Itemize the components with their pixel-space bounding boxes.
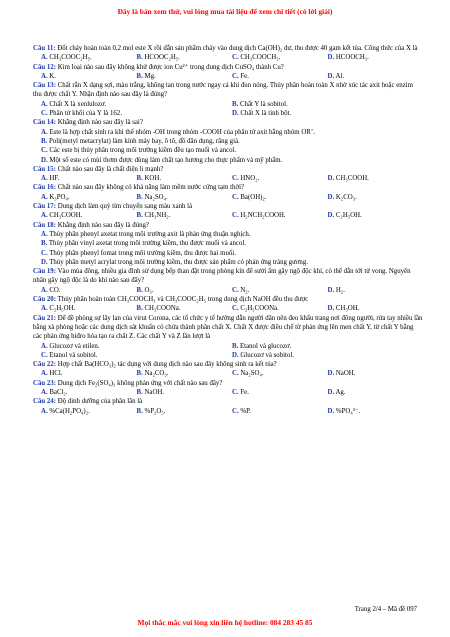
option-text: Al.: [334, 72, 345, 80]
answer-option: [41, 53, 137, 62]
answer-option: [232, 342, 423, 351]
answer-option: [328, 72, 424, 81]
question-text: Đốt cháy hoàn toàn 0,2 mol este X rồi dẫn sản phẩm cháy vào dung dịch Ca(OH)₂ dư, thu được 40 gam kết tủa. Công thức của X là: [55, 45, 418, 52]
option-text: Các este bị thủy phân trong môi trường kiềm đều tạo muối và ancol.: [47, 147, 237, 155]
answer-option: [232, 304, 328, 313]
option-text: BaCl₂.: [47, 388, 68, 396]
question-number: Câu 19:: [33, 268, 57, 276]
answer-option: [328, 193, 424, 202]
answer-option: [328, 407, 424, 416]
option-letter: B.: [232, 342, 239, 350]
option-letter: B.: [136, 305, 143, 313]
option-letter: D.: [327, 388, 335, 396]
question-number: Câu 11:: [33, 45, 56, 52]
answer-options: [33, 174, 423, 183]
option-letter: A.: [41, 370, 48, 378]
option-letter: C.: [232, 212, 239, 220]
answer-option: [328, 388, 424, 397]
option-letter: C.: [41, 147, 48, 155]
option-letter: B.: [136, 175, 143, 183]
answer-option: [232, 72, 328, 81]
answer-option: [328, 286, 424, 295]
answer-options: [33, 53, 423, 62]
option-text: CH₃COOCH₃.: [238, 54, 281, 62]
option-text: Một số este có mùi thơm được dùng làm chất tạo hương cho thực phẩm và mỹ phẩm.: [47, 156, 283, 164]
option-letter: D.: [327, 175, 335, 183]
answer-option: [232, 100, 423, 109]
question-text: Chất nào sau đây là chất điện li mạnh?: [56, 165, 164, 173]
option-text: Na₂SO₄.: [142, 193, 168, 201]
option-letter: B.: [136, 72, 143, 80]
option-text: %P₂O₅.: [142, 407, 166, 415]
option-letter: D.: [327, 72, 335, 80]
answer-option: [328, 304, 424, 313]
option-letter: C.: [232, 54, 239, 62]
answer-option: [232, 286, 328, 295]
answer-option: [41, 109, 232, 118]
option-letter: B.: [136, 286, 143, 294]
question: [33, 267, 423, 286]
answer-option: [232, 407, 328, 416]
option-text: H₂.: [334, 286, 345, 294]
answer-options: [33, 128, 423, 165]
option-letter: B.: [41, 240, 48, 248]
option-text: Poli(metyl metacrylat) làm kính máy bay, ô tô, đồ dân dụng, răng giả.: [47, 137, 240, 145]
answer-options: [33, 369, 423, 378]
answer-option: [41, 156, 423, 165]
answer-option: [328, 211, 424, 220]
answer-option: [137, 407, 233, 416]
answer-option: [41, 128, 423, 137]
answer-options: [33, 230, 423, 267]
answer-options: [33, 72, 423, 81]
option-text: Phân tử khối của Y là 162.: [47, 110, 122, 118]
option-letter: A.: [41, 128, 48, 136]
question-number: Câu 12:: [33, 63, 57, 71]
option-letter: A.: [41, 72, 48, 80]
option-text: HNO₂.: [238, 175, 260, 183]
option-letter: B.: [136, 54, 143, 62]
option-text: Chất Y là sobitol.: [238, 100, 288, 108]
question: [33, 379, 423, 388]
question: [33, 81, 423, 100]
answer-option: [41, 146, 423, 155]
question: [33, 295, 423, 304]
option-letter: D.: [232, 351, 239, 359]
answer-option: [41, 72, 137, 81]
answer-option: [232, 351, 423, 360]
answer-option: [41, 137, 423, 146]
answer-option: [41, 286, 137, 295]
option-letter: C.: [232, 388, 239, 396]
question: [33, 118, 423, 127]
option-text: HCl.: [47, 370, 63, 378]
option-text: CH₃NH₂.: [142, 212, 171, 220]
option-letter: A.: [41, 407, 48, 415]
answer-option: [41, 239, 423, 248]
option-text: KOH.: [142, 175, 162, 183]
question: [33, 183, 423, 192]
option-letter: B.: [136, 388, 143, 396]
option-text: C₂H₅OH.: [47, 305, 76, 313]
answer-options: [33, 388, 423, 397]
option-text: Chất X là tinh bột.: [238, 110, 292, 118]
option-text: C₂H₅COONa.: [238, 305, 279, 313]
question: [33, 397, 423, 406]
option-text: Etanol và sobitol.: [47, 351, 98, 359]
question-text: Khẳng định nào sau đây là đúng?: [56, 221, 149, 229]
option-text: Thủy phân vinyl axetat trong môi trường kiềm, thu được muối và ancol.: [47, 240, 246, 248]
option-text: Fe.: [238, 72, 249, 80]
answer-options: [33, 100, 423, 119]
option-text: O₃.: [142, 286, 154, 294]
answer-options: [33, 193, 423, 202]
option-letter: D.: [41, 156, 48, 164]
option-letter: C.: [232, 286, 239, 294]
option-text: CH₃COOC₂H₅.: [47, 54, 92, 62]
option-text: CH₃COONa.: [142, 305, 181, 313]
question-text: Khẳng định nào sau đây là sai?: [56, 119, 143, 127]
answer-option: [232, 53, 328, 62]
question-text: Dung dịch Fe₂(SO₄)₃ không phản ứng với chất nào sau đây?: [56, 379, 223, 387]
answer-option: [137, 286, 233, 295]
question-text: Hợp chất Ba(HCO₃)₂ tác dụng với dung dịch nào sau đây không sinh ra kết tủa?: [56, 361, 277, 369]
option-text: CH₃COOH.: [47, 212, 83, 220]
option-text: Thủy phân metyl acrylat trong môi trường kiềm, thu được sản phẩm có phản ứng tráng gương.: [47, 258, 308, 266]
option-letter: A.: [41, 175, 48, 183]
question: [33, 221, 423, 230]
question-text: Kim loại nào sau đây không khử được ion Cu²⁺ trong dung dịch CuSO₄ thành Cu?: [56, 63, 284, 71]
answer-option: [328, 53, 424, 62]
answer-options: [33, 304, 423, 313]
answer-options: [33, 211, 423, 220]
option-text: CH₃COOH.: [334, 175, 369, 183]
option-letter: A.: [41, 305, 48, 313]
answer-option: [137, 388, 233, 397]
answer-option: [41, 100, 232, 109]
answer-option: [232, 174, 328, 183]
answer-option: [137, 174, 233, 183]
option-text: Etanol và glucozơ.: [238, 342, 292, 350]
answer-option: [41, 407, 137, 416]
answer-option: [137, 53, 233, 62]
option-text: K.: [47, 72, 57, 80]
option-letter: A.: [41, 388, 48, 396]
option-letter: D.: [327, 370, 335, 378]
option-text: Mg.: [142, 72, 156, 80]
option-letter: C.: [232, 407, 239, 415]
answer-option: [232, 369, 328, 378]
option-text: C₂H₅OH.: [334, 212, 362, 220]
answer-option: [137, 369, 233, 378]
question: [33, 165, 423, 174]
question: [33, 44, 423, 53]
option-text: H₂NCH₂COOH.: [238, 212, 286, 220]
question-text: Độ dinh dưỡng của phân lân là: [56, 398, 143, 406]
option-text: HCOOCH₃.: [334, 54, 369, 62]
option-letter: B.: [136, 407, 143, 415]
option-letter: D.: [327, 286, 335, 294]
option-text: Thủy phân phenyl fomat trong môi trường kiềm, thu được hai muối.: [47, 249, 236, 257]
option-letter: B.: [136, 193, 143, 201]
answer-option: [137, 193, 233, 202]
option-text: N₂.: [238, 286, 250, 294]
answer-option: [137, 72, 233, 81]
question-number: Câu 15:: [33, 165, 57, 173]
option-letter: A.: [41, 230, 48, 238]
option-letter: B.: [232, 100, 239, 108]
option-text: CO.: [47, 286, 61, 294]
option-letter: A.: [41, 54, 48, 62]
option-letter: D.: [327, 305, 335, 313]
question-number: Câu 17:: [33, 203, 57, 211]
question-text: Chất nào sau đây không có khả năng làm mềm nước cứng tạm thời?: [56, 184, 245, 192]
question-number: Câu 21:: [33, 314, 57, 322]
option-letter: D.: [327, 54, 335, 62]
question: [33, 360, 423, 369]
option-letter: A.: [41, 342, 48, 350]
answer-option: [41, 174, 137, 183]
question-number: Câu 18:: [33, 221, 57, 229]
option-letter: D.: [41, 258, 48, 266]
question-text: Thủy phân hoàn toàn CH₃COOCH₃ và CH₃COOC₂H₅ trong dung dịch NaOH đều thu được: [56, 296, 309, 304]
option-text: NaOH.: [334, 370, 356, 378]
option-letter: C.: [232, 305, 239, 313]
option-text: HCOOC₂H₅.: [142, 54, 180, 62]
question-number: Câu 23:: [33, 379, 57, 387]
option-text: CH₃OH.: [334, 305, 360, 313]
question-text: Vào mùa đông, nhiều gia đình sử dụng bếp than đặt trong phòng kín để sưởi ấm gây ngộ độc khí, có thể dẫn tới tử vong. Nguyên nhân gây ngộ độc là do khí nào sau đây?: [33, 268, 411, 285]
question: [33, 202, 423, 211]
question-number: Câu 20:: [33, 296, 57, 304]
question-number: Câu 16:: [33, 184, 57, 192]
option-letter: C.: [232, 175, 239, 183]
option-text: K₂CO₃.: [334, 193, 357, 201]
option-letter: A.: [41, 193, 48, 201]
option-text: K₃PO₄.: [47, 193, 70, 201]
option-letter: C.: [232, 72, 239, 80]
answer-option: [232, 388, 328, 397]
option-text: Chất X là xenlulozơ.: [47, 100, 107, 108]
answer-option: [41, 388, 137, 397]
answer-option: [137, 211, 233, 220]
answer-option: [232, 211, 328, 220]
option-letter: B.: [41, 137, 48, 145]
question-text: Dung dịch làm quỳ tím chuyển sang màu xanh là: [56, 203, 193, 211]
answer-option: [41, 342, 232, 351]
option-text: %P.: [238, 407, 251, 415]
question-number: Câu 14:: [33, 119, 57, 127]
option-text: NaOH.: [142, 388, 165, 396]
option-letter: A.: [41, 212, 48, 220]
option-text: %PO₄³⁻.: [334, 407, 361, 415]
option-text: HF.: [47, 175, 60, 183]
answer-option: [137, 304, 233, 313]
option-text: Glucozơ và sobitol.: [238, 351, 294, 359]
question-number: Câu 24:: [33, 398, 57, 406]
option-letter: D.: [327, 212, 335, 220]
option-text: Ba(OH)₂.: [238, 193, 267, 201]
answer-option: [328, 369, 424, 378]
question-list: [33, 44, 423, 416]
option-letter: D.: [232, 110, 239, 118]
option-text: Ag.: [334, 388, 346, 396]
question: [33, 63, 423, 72]
hotline-banner: Mọi thắc mắc vui lòng xin liên hệ hotline: 084 283 45 85: [137, 618, 313, 627]
answer-options: [33, 342, 423, 361]
question-text: Để đề phòng sự lây lan của virut Corona, các tổ chức y tế hướng dẫn người dân nên đeo khẩu trang nơi đông người, rửa tay nhiều lần bằng xà phòng hoặc các dung dịch sát khuẩn có chứa thành phần chất X. Chất X được điều chế từ phản ứng lên men chất Y, từ chất Y bằng các phản ứng hiđro hóa tạo ra chất Z. Các chất Y và Z lần lượt là: [33, 314, 423, 341]
option-text: Este là hợp chất sinh ra khi thế nhóm -OH trong nhóm -COOH của phân tử axit bằng nhóm OR’.: [47, 128, 315, 136]
option-letter: B.: [136, 212, 143, 220]
option-text: Na₂SO₄.: [238, 370, 264, 378]
option-text: Fe.: [238, 388, 249, 396]
answer-option: [41, 258, 423, 267]
option-letter: D.: [327, 407, 335, 415]
option-letter: A.: [41, 100, 48, 108]
option-text: Na₂CO₃.: [142, 370, 169, 378]
answer-option: [41, 304, 137, 313]
question-number: Câu 13:: [33, 82, 57, 90]
option-text: Glucozơ và etilen.: [47, 342, 100, 350]
answer-option: [41, 211, 137, 220]
option-letter: C.: [232, 193, 239, 201]
question: [33, 314, 423, 342]
option-letter: C.: [41, 249, 48, 257]
answer-options: [33, 407, 423, 416]
answer-option: [41, 193, 137, 202]
option-letter: C.: [41, 351, 48, 359]
option-letter: D.: [327, 193, 335, 201]
answer-options: [33, 286, 423, 295]
option-text: Thủy phân phenyl axetat trong môi trường axit là phản ứng thuận nghịch.: [47, 230, 251, 238]
page-footer: Trang 2/4 – Mã đề 097: [354, 606, 417, 613]
option-letter: C.: [232, 370, 239, 378]
answer-option: [41, 230, 423, 239]
question-number: Câu 22:: [33, 361, 57, 369]
question-text: Chất rắn X dạng sợi, màu trắng, không tan trong nước ngay cả khi đun nóng. Thủy phân hoàn toàn X nhờ xúc tác axit hoặc enzim thu được chất Y. Nhận định nào sau đây là đúng?: [33, 82, 413, 99]
option-letter: C.: [41, 110, 48, 118]
answer-option: [232, 193, 328, 202]
answer-option: [328, 174, 424, 183]
answer-option: [41, 369, 137, 378]
option-letter: B.: [136, 370, 143, 378]
option-letter: A.: [41, 286, 48, 294]
answer-option: [41, 249, 423, 258]
option-text: %Ca(H₂PO₄)₂.: [47, 407, 90, 415]
answer-option: [41, 351, 232, 360]
preview-banner: Đây là bản xem thử, vui lòng mua tài liệu để xem chi tiết (có lời giải): [117, 7, 333, 16]
answer-option: [232, 109, 423, 118]
